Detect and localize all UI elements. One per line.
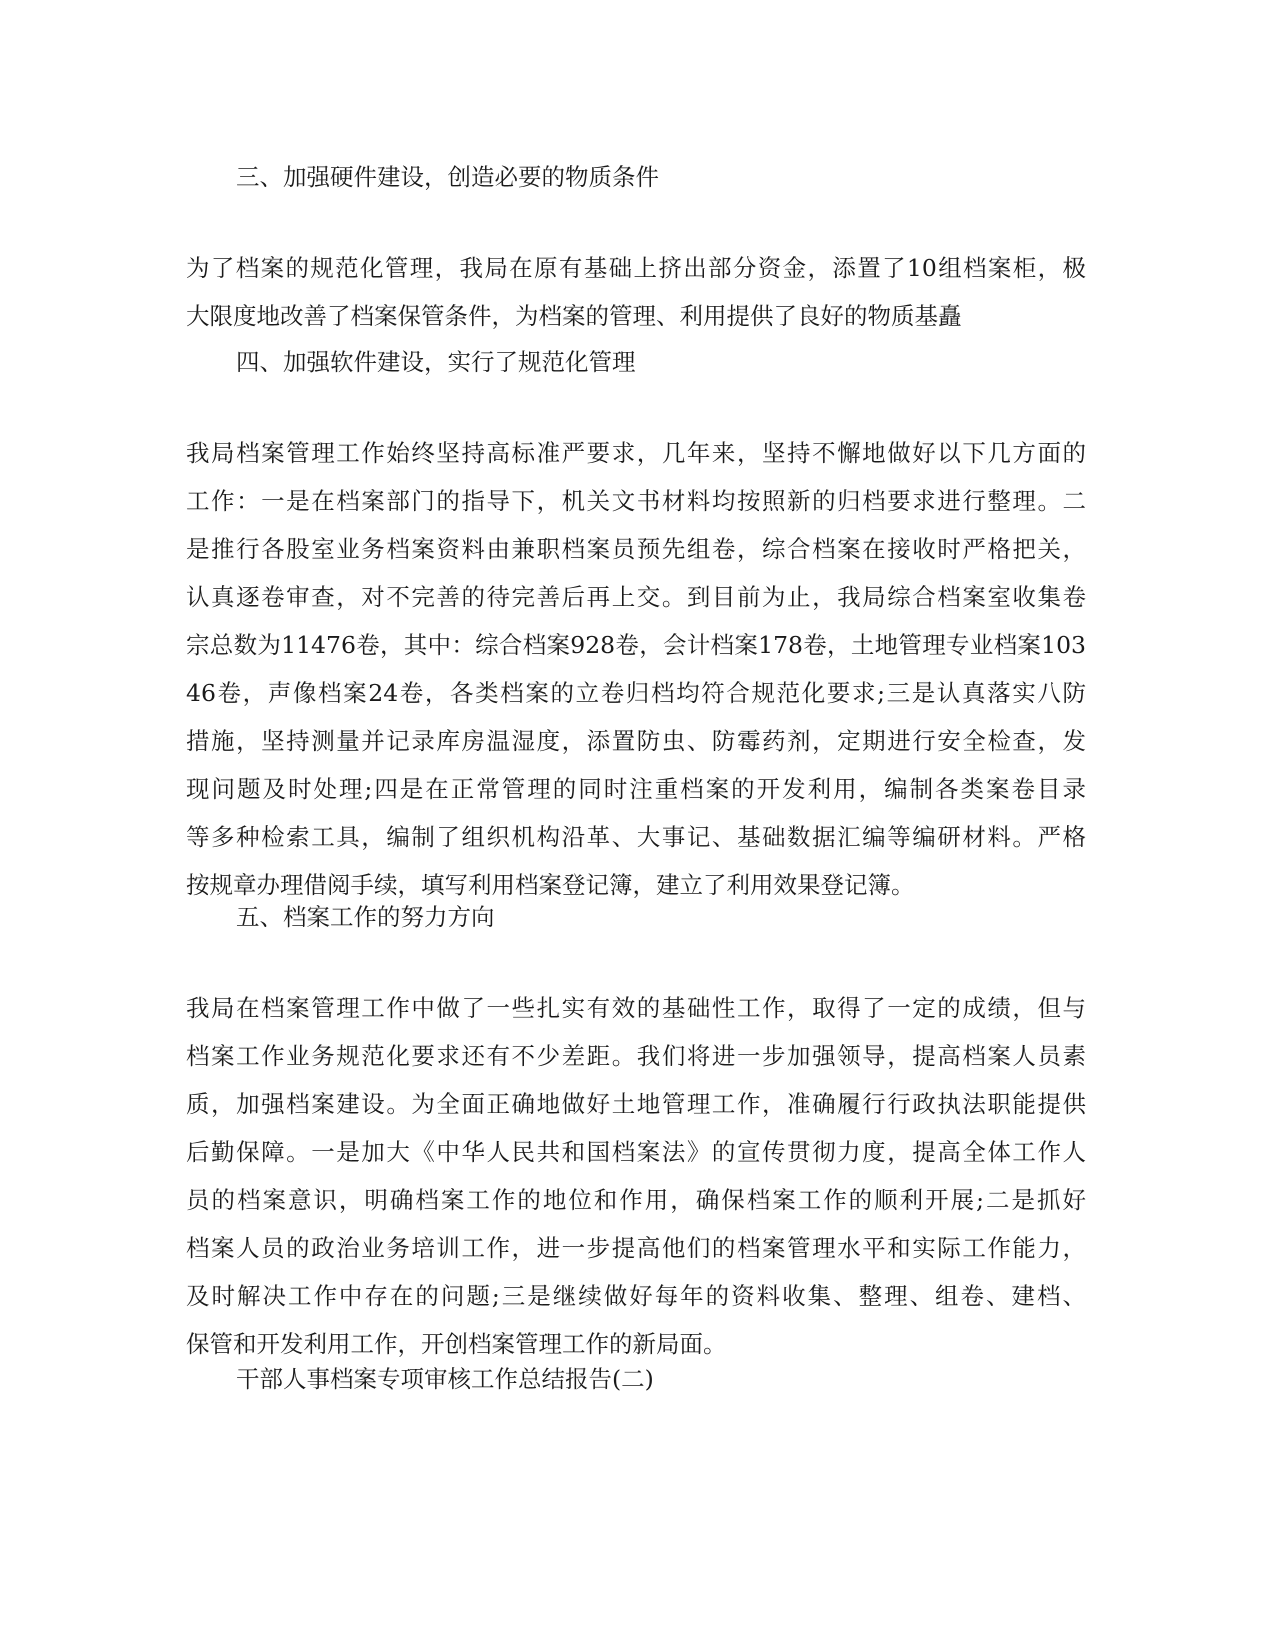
text-line: 认真逐卷审查，对不完善的待完善后再上交。到目前为止，我局综合档案室收集卷 bbox=[186, 583, 1086, 611]
text-line: 质，加强档案建设。为全面正确地做好土地管理工作，准确履行行政执法职能提供 bbox=[186, 1090, 1086, 1118]
text-line: 宗总数为11476卷，其中：综合档案928卷，会计档案178卷，土地管理专业档案103 bbox=[186, 631, 1086, 659]
text-line: 工作：一是在档案部门的指导下，机关文书材料均按照新的归档要求进行整理。二 bbox=[186, 487, 1086, 515]
text-line: 为了档案的规范化管理，我局在原有基础上挤出部分资金，添置了10组档案柜，极 bbox=[186, 254, 1086, 282]
text-line: 大限度地改善了档案保管条件，为档案的管理、利用提供了良好的物质基矗 bbox=[186, 302, 962, 330]
text-line: 员的档案意识，明确档案工作的地位和作用，确保档案工作的顺利开展;二是抓好 bbox=[186, 1186, 1086, 1214]
text-line: 我局档案管理工作始终坚持高标准严要求，几年来，坚持不懈地做好以下几方面的 bbox=[186, 439, 1086, 467]
text-line: 措施，坚持测量并记录库房温湿度，添置防虫、防霉药剂，定期进行安全检查，发 bbox=[186, 727, 1086, 755]
section-heading-5: 五、档案工作的努力方向 bbox=[236, 903, 495, 931]
report-title: 干部人事档案专项审核工作总结报告(二) bbox=[236, 1365, 654, 1393]
section-heading-3: 三、加强硬件建设，创造必要的物质条件 bbox=[236, 163, 659, 191]
section-heading-4: 四、加强软件建设，实行了规范化管理 bbox=[236, 348, 636, 376]
text-line: 是推行各股室业务档案资料由兼职档案员预先组卷，综合档案在接收时严格把关， bbox=[186, 535, 1086, 563]
text-line: 及时解决工作中存在的问题;三是继续做好每年的资料收集、整理、组卷、建档、 bbox=[186, 1282, 1086, 1310]
text-line: 档案人员的政治业务培训工作，进一步提高他们的档案管理水平和实际工作能力， bbox=[186, 1234, 1086, 1262]
text-line: 保管和开发利用工作，开创档案管理工作的新局面。 bbox=[186, 1330, 727, 1358]
text-line: 档案工作业务规范化要求还有不少差距。我们将进一步加强领导，提高档案人员素 bbox=[186, 1042, 1086, 1070]
text-line: 后勤保障。一是加大《中华人民共和国档案法》的宣传贯彻力度，提高全体工作人 bbox=[186, 1138, 1086, 1166]
section-body-5 bbox=[186, 984, 1086, 1368]
text-line: 按规章办理借阅手续，填写利用档案登记簿，建立了利用效果登记簿。 bbox=[186, 871, 915, 899]
section-body-4 bbox=[186, 429, 1086, 909]
text-line: 现问题及时处理;四是在正常管理的同时注重档案的开发利用，编制各类案卷目录 bbox=[186, 775, 1086, 803]
text-line: 等多种检索工具，编制了组织机构沿革、大事记、基础数据汇编等编研材料。严格 bbox=[186, 823, 1086, 851]
text-line: 我局在档案管理工作中做了一些扎实有效的基础性工作，取得了一定的成绩，但与 bbox=[186, 994, 1086, 1022]
section-body-3 bbox=[186, 244, 1086, 340]
text-line: 46卷，声像档案24卷，各类档案的立卷归档均符合规范化要求;三是认真落实八防 bbox=[186, 679, 1086, 707]
